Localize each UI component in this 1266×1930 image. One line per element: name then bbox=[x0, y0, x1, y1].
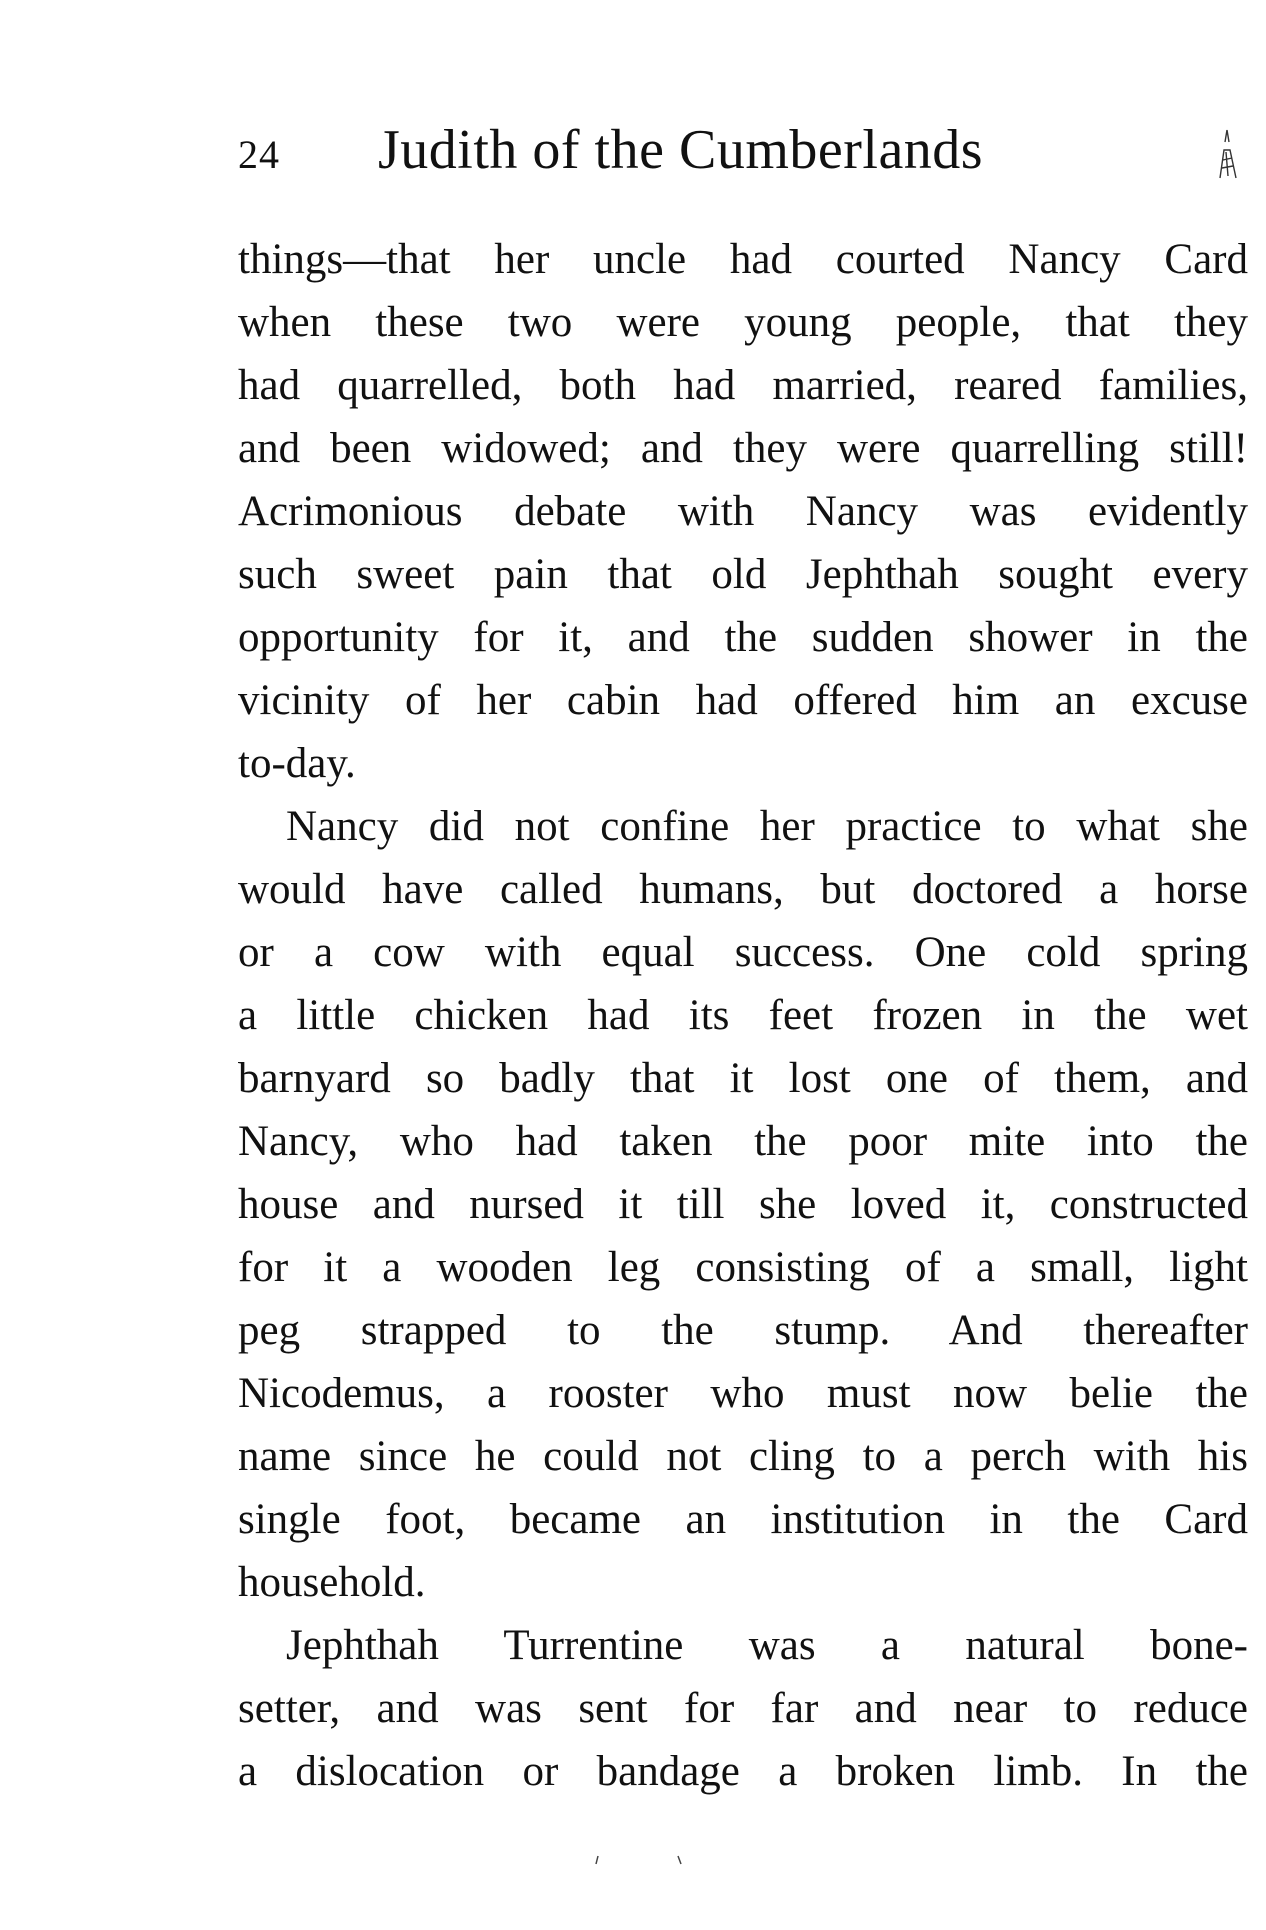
text-line: Nancy did not confine her practice to what she bbox=[286, 803, 1248, 850]
running-title: Judith of the Cumberlands bbox=[378, 119, 984, 181]
text-line: house and nursed it till she loved it, constructed bbox=[238, 1181, 1248, 1228]
scan-specks bbox=[590, 1848, 690, 1878]
body-text bbox=[238, 228, 1248, 1803]
text-line: a little chicken had its feet frozen in the wet bbox=[238, 992, 1248, 1039]
text-line: would have called humans, but doctored a horse bbox=[238, 866, 1248, 913]
text-line: vicinity of her cabin had offered him an excuse bbox=[238, 677, 1248, 724]
text-line: peg strapped to the stump. And thereafter bbox=[238, 1307, 1248, 1354]
text-line: Acrimonious debate with Nancy was evidently bbox=[238, 488, 1248, 535]
text-line: name since he could not cling to a perch with his bbox=[238, 1433, 1248, 1480]
text-line: Jephthah Turrentine was a natural bone- bbox=[286, 1622, 1248, 1669]
text-line: when these two were young people, that they bbox=[238, 299, 1248, 346]
text-line: Nancy, who had taken the poor mite into the bbox=[238, 1118, 1248, 1165]
text-line: household. bbox=[238, 1559, 426, 1606]
library-stamp-mark bbox=[1214, 128, 1240, 182]
text-line: things—that her uncle had courted Nancy Card bbox=[238, 236, 1248, 283]
text-line: to-day. bbox=[238, 740, 356, 787]
text-line: had quarrelled, both had married, reared families, bbox=[238, 362, 1248, 409]
text-line: for it a wooden leg consisting of a small, light bbox=[238, 1244, 1248, 1291]
text-line: a dislocation or bandage a broken limb. In the bbox=[238, 1748, 1248, 1795]
text-line: such sweet pain that old Jephthah sought every bbox=[238, 551, 1248, 598]
text-line: and been widowed; and they were quarrelling still! bbox=[238, 425, 1248, 472]
text-line: Nicodemus, a rooster who must now belie the bbox=[238, 1370, 1248, 1417]
page-header bbox=[238, 118, 1248, 188]
page-number: 24 bbox=[238, 132, 280, 177]
text-line: opportunity for it, and the sudden shower in the bbox=[238, 614, 1248, 661]
text-line: barnyard so badly that it lost one of them, and bbox=[238, 1055, 1248, 1102]
text-line: setter, and was sent for far and near to reduce bbox=[238, 1685, 1248, 1732]
text-line: single foot, became an institution in the Card bbox=[238, 1496, 1248, 1543]
text-line: or a cow with equal success. One cold spring bbox=[238, 929, 1248, 976]
